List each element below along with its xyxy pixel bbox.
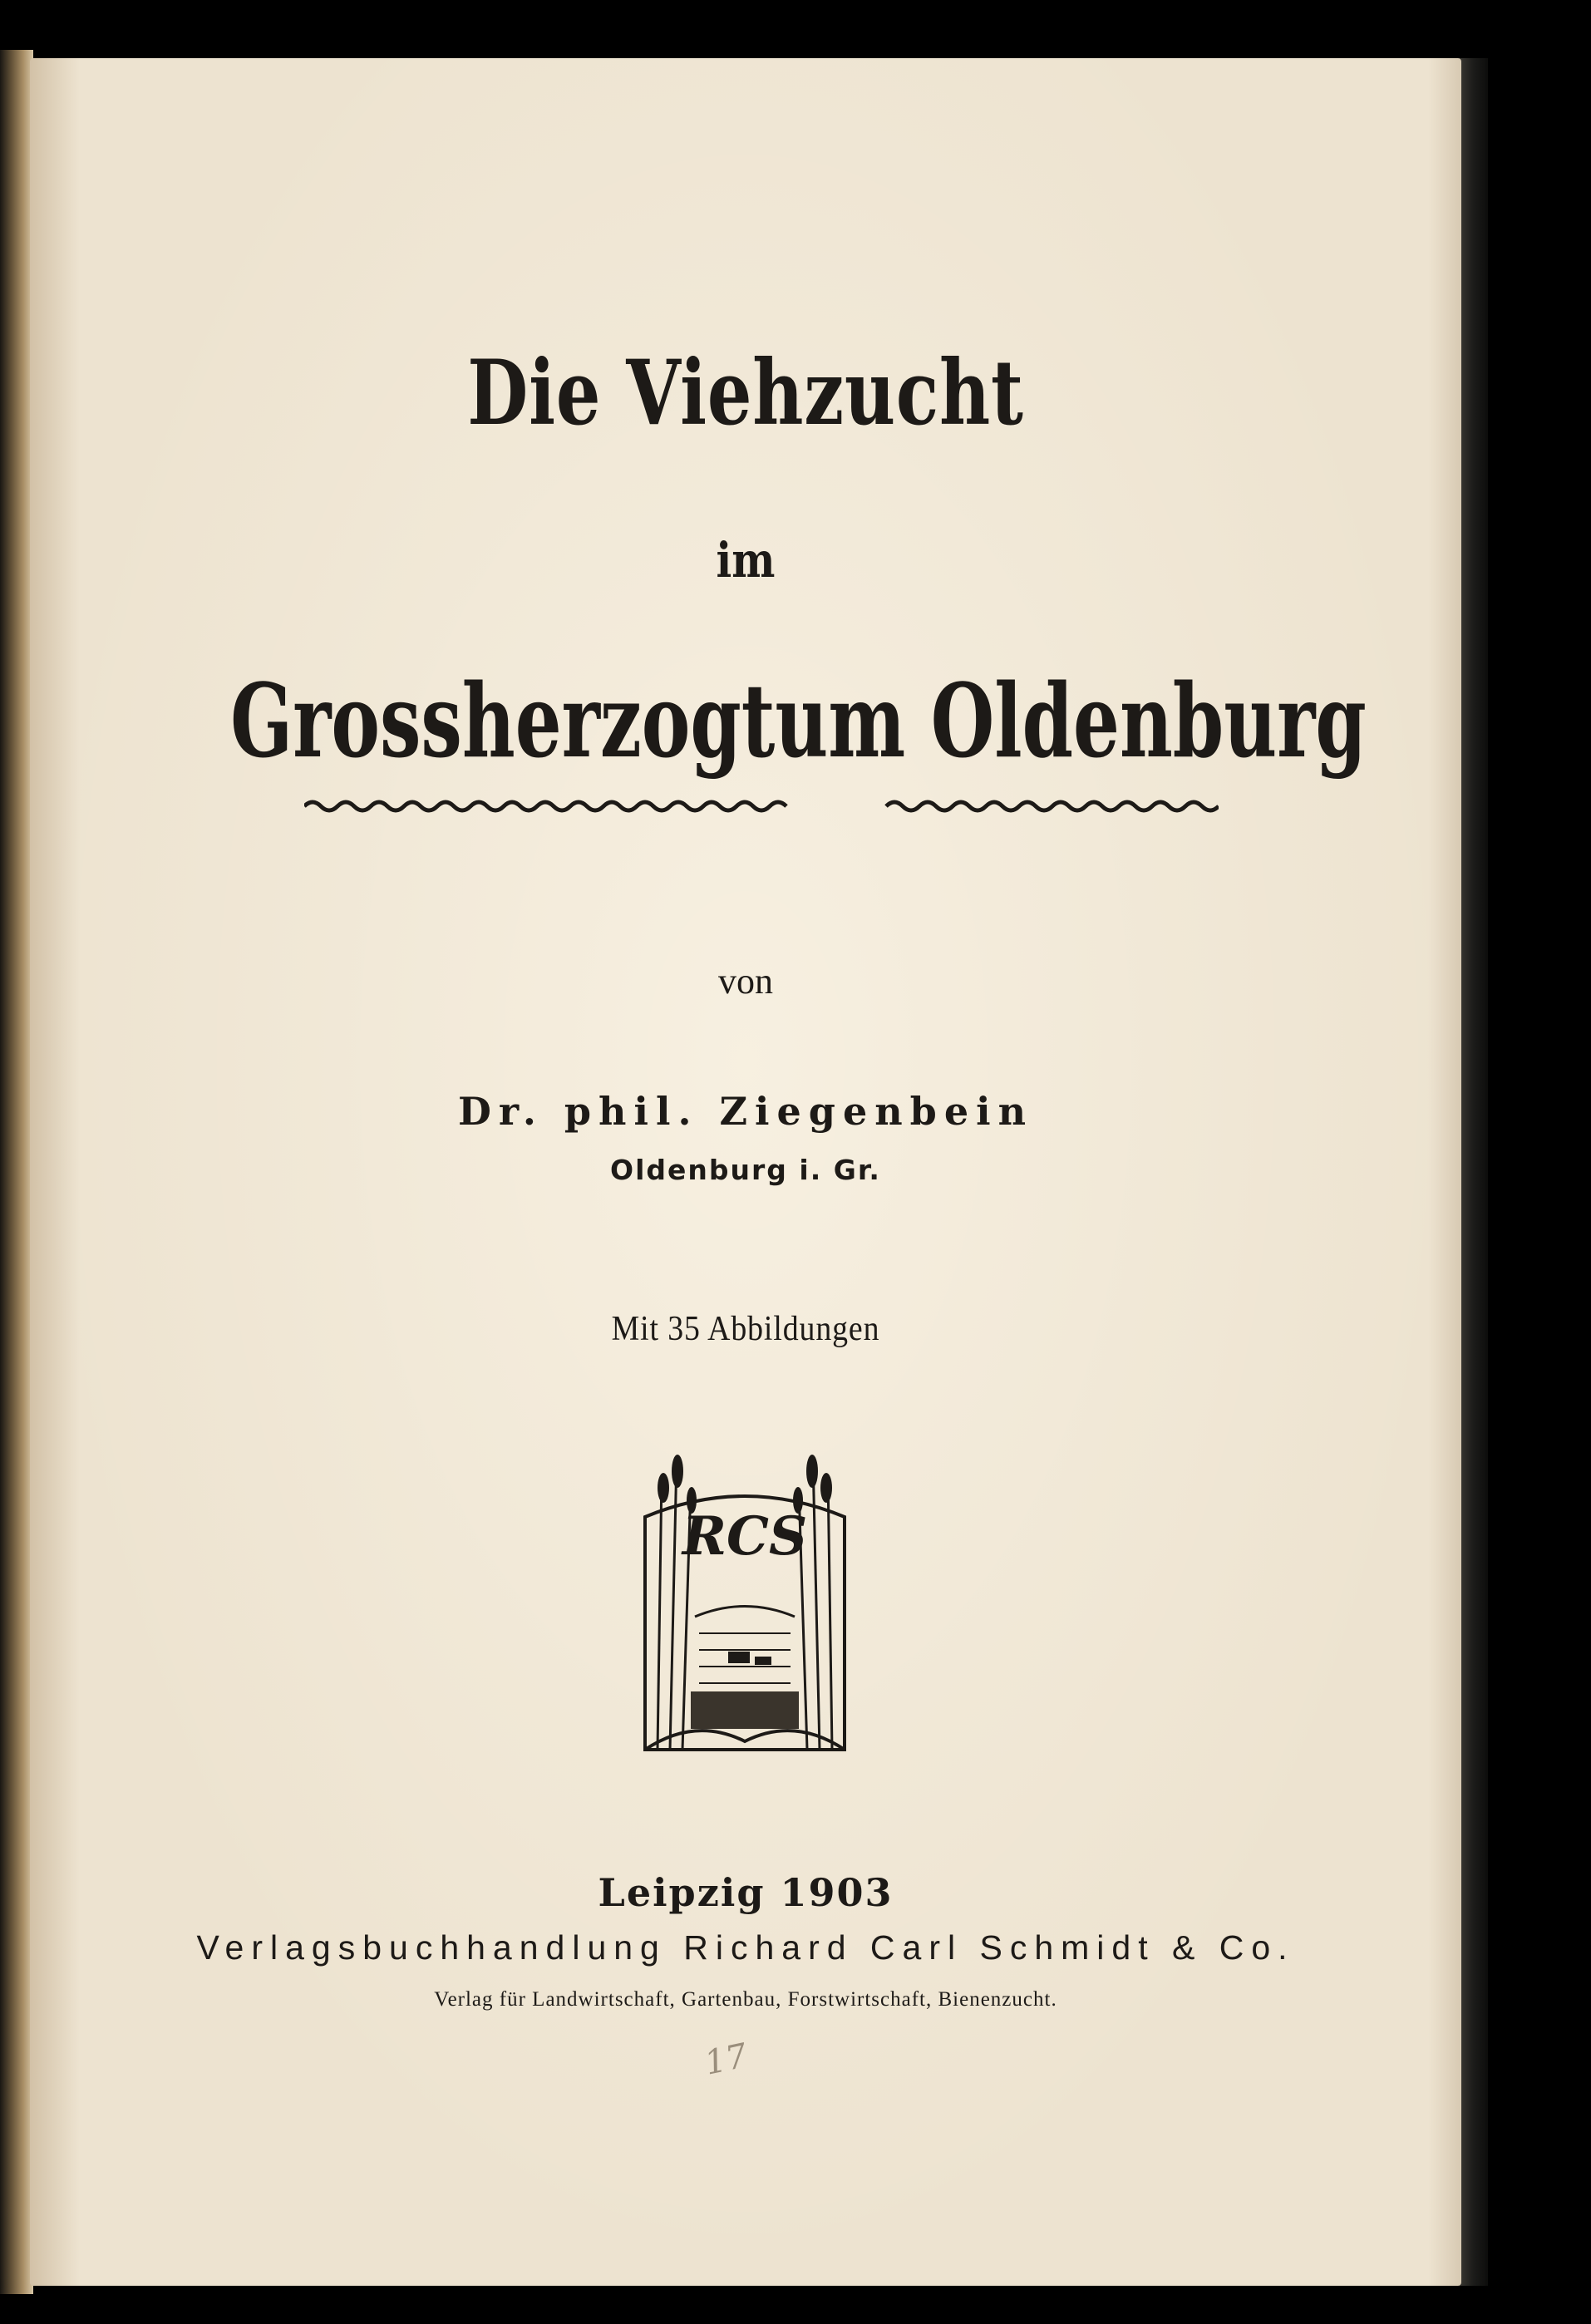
cover-edge [1459,58,1488,2286]
title-page [30,58,1461,2286]
imprint-publisher: Verlagsbuchhandlung Richard Carl Schmidt & Co. [196,1928,1295,1967]
imprint-program: Verlag für Landwirtschaft, Gartenbau, Forstwirtschaft, Bienenzucht. [434,1988,1057,2011]
author-name: Dr. phil. Ziegenbein [457,1089,1034,1134]
book-title-line-1: Die Viehzucht [467,341,1024,446]
binding-edge [0,50,33,2294]
book-title-line-3: Grossherzogtum Oldenburg [230,661,1367,780]
publisher-monogram: RCS [682,1505,808,1568]
imprint-city-year: Leipzig 1903 [598,1870,894,1915]
illustrations-note: Mit 35 Abbildungen [611,1310,880,1348]
byline: von [718,961,773,1002]
book-title-line-2: im [716,532,776,588]
publisher-vignette-icon [612,1442,878,1758]
handwritten-pencil-note: 17 [701,2036,751,2083]
author-location: Oldenburg i. Gr. [610,1154,881,1186]
title-underline-ornament [304,796,1219,818]
